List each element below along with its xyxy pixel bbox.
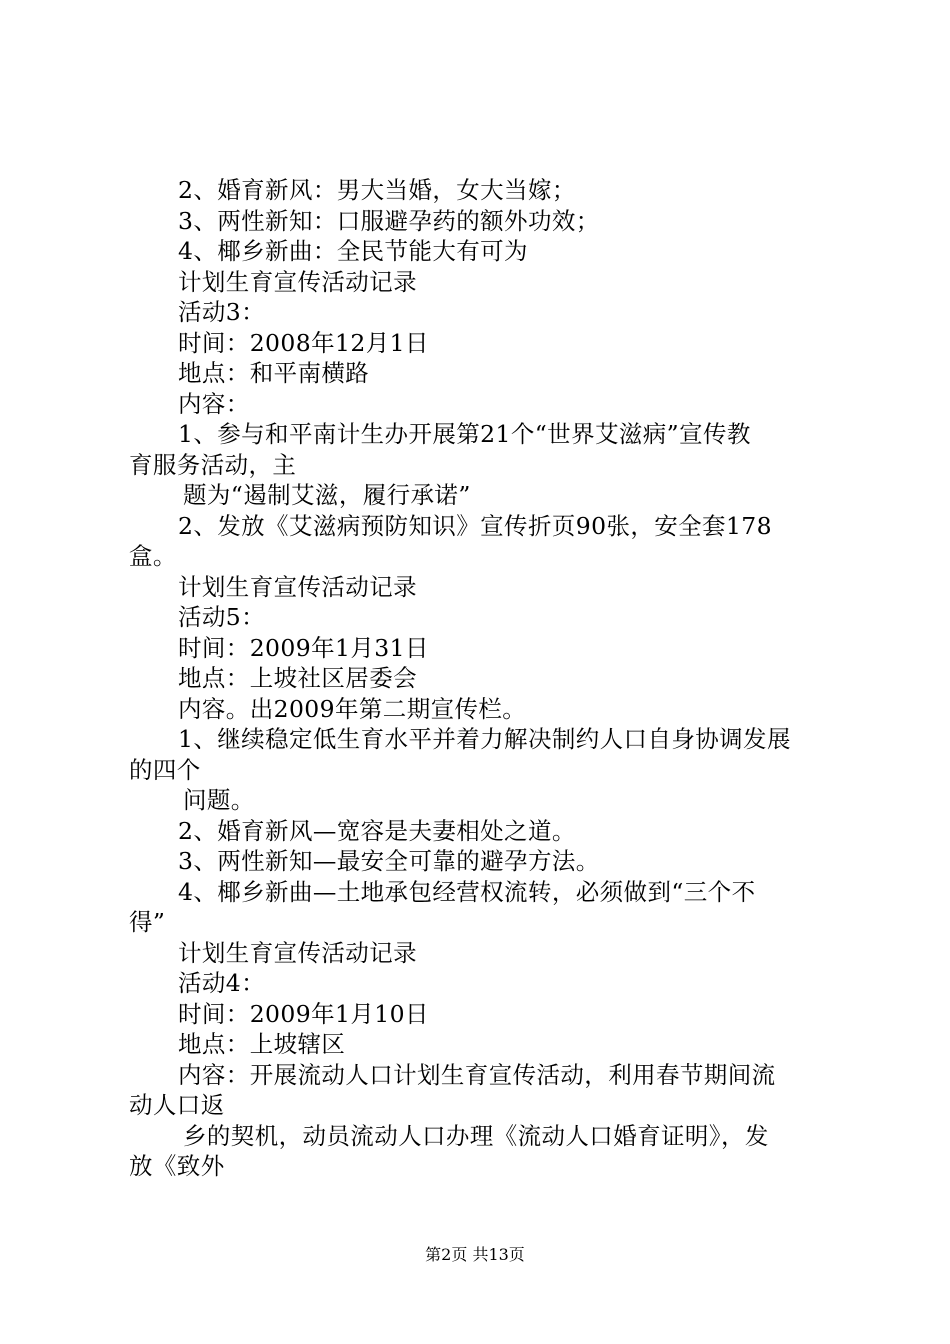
- text-line: 4、椰乡新曲—土地承包经营权流转，必须做到“三个不: [178, 877, 756, 906]
- text-line: 活动3：: [178, 298, 266, 326]
- section-heading: 计划生育宣传活动记录: [178, 267, 417, 296]
- text-line: 放《致外: [129, 1152, 225, 1180]
- text-line: 2、婚育新风—宽容是夫妻相处之道。: [178, 816, 576, 845]
- text-line: 动人口返: [129, 1091, 225, 1119]
- text-line: 乡的契机，动员流动人口办理《流动人口婚育证明》，发: [183, 1121, 769, 1150]
- text-line: 盒。: [129, 542, 177, 570]
- text-line: 地点：和平南横路: [178, 359, 370, 387]
- page-footer: [0, 1244, 950, 1266]
- text-line: 活动4：: [178, 969, 266, 997]
- text-line: 地点：上坡社区居委会: [178, 664, 417, 692]
- text-line: 2、发放《艾滋病预防知识》宣传折页90张，安全套178: [178, 511, 773, 540]
- text-line: 3、两性新知：口服避孕药的额外功效；: [178, 206, 600, 235]
- text-line: 4、椰乡新曲：全民节能大有可为: [178, 237, 528, 265]
- page-number-label: 第2页 共13页: [425, 1245, 525, 1264]
- text-line: 问题。: [183, 786, 255, 814]
- text-line: 内容：: [178, 389, 250, 418]
- text-line: 时间：2009年1月10日: [178, 999, 429, 1028]
- text-line: 活动5：: [178, 603, 266, 631]
- section-heading: 计划生育宣传活动记录: [178, 572, 417, 601]
- text-line: 育服务活动，主: [129, 450, 297, 479]
- text-line: 内容：开展流动人口计划生育宣传活动，利用春节期间流: [178, 1060, 776, 1089]
- text-line: 时间：2009年1月31日: [178, 633, 429, 662]
- text-line: 内容。出2009年第二期宣传栏。: [178, 694, 527, 723]
- document-body: [129, 175, 831, 1182]
- text-line: 的四个: [129, 755, 201, 784]
- section-heading: 计划生育宣传活动记录: [178, 938, 417, 967]
- text-line: 时间：2008年12月1日: [178, 328, 429, 357]
- text-line: 3、两性新知—最安全可靠的避孕方法。: [178, 847, 600, 875]
- text-line: 1、参与和平南计生办开展第21个“世界艾滋病”宣传教: [178, 420, 751, 448]
- text-line: 得”: [129, 908, 166, 936]
- text-line: 2、婚育新风：男大当婚，女大当嫁；: [178, 176, 576, 204]
- text-line: 1、继续稳定低生育水平并着力解决制约人口自身协调发展: [178, 725, 791, 753]
- text-line: 题为“遏制艾滋，履行承诺”: [183, 481, 471, 509]
- text-line: 地点：上坡辖区: [178, 1030, 346, 1058]
